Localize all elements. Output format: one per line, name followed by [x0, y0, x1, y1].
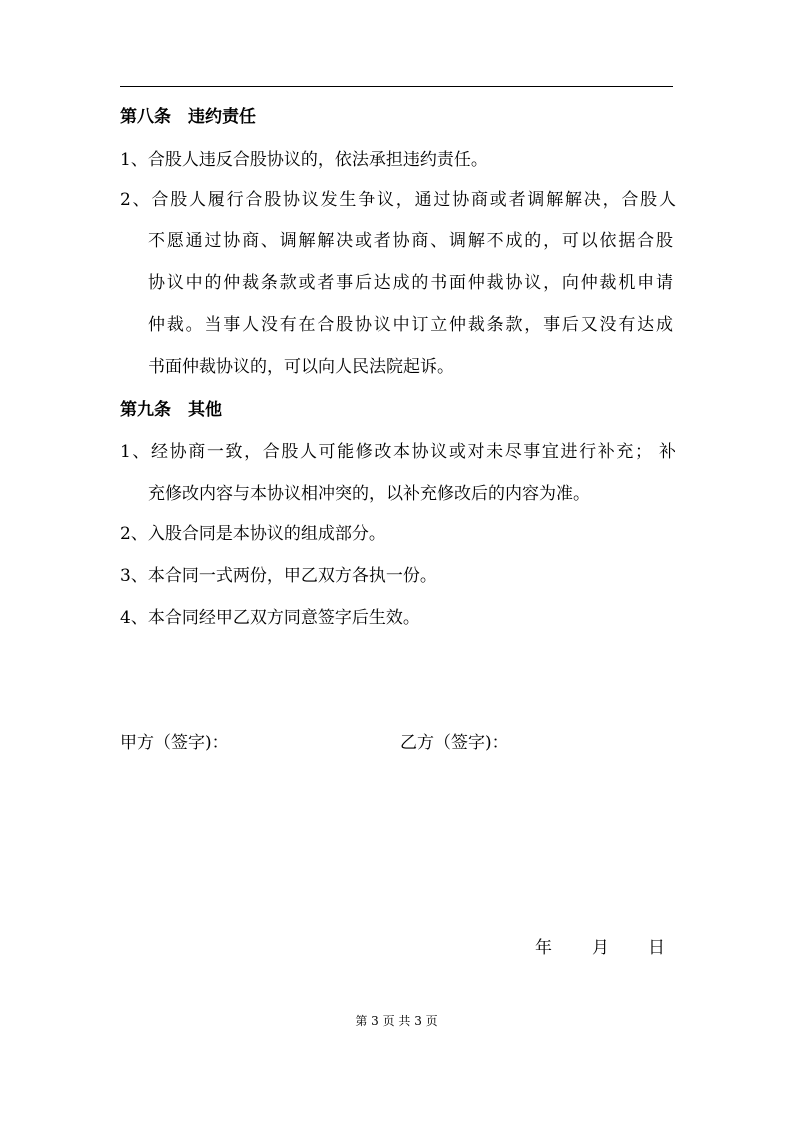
header-rule: [120, 86, 673, 87]
article-8-heading: 第八条 违约责任: [120, 107, 256, 127]
date-month-label: 月: [592, 938, 609, 958]
date-year-label: 年: [535, 938, 552, 958]
article-8-item-2-line-4: 仲裁。当事人没有在合股协议中订立仲裁条款，事后又没有达成: [148, 315, 673, 335]
party-b-signature-label: 乙方（签字)：: [400, 733, 509, 753]
article-9-item-1-line-2: 充修改内容与本协议相冲突的，以补充修改后的内容为准。: [148, 484, 590, 504]
party-a-signature-label: 甲方（签字)：: [120, 733, 229, 753]
article-8-item-2-line-1: 2、合股人履行合股协议发生争议，通过协商或者调解解决，合股人: [120, 190, 676, 210]
article-9-heading: 第九条 其他: [120, 400, 222, 420]
article-9-item-1-line-1: 1、经协商一致，合股人可能修改本协议或对未尽事宜进行补充； 补: [120, 442, 676, 462]
article-9-item-3: 3、本合同一式两份，甲乙双方各执一份。: [120, 566, 437, 586]
article-8-item-2-line-2: 不愿通过协商、调解解决或者协商、调解不成的，可以依据合股: [148, 231, 673, 251]
date-day-label: 日: [648, 938, 665, 958]
article-8-item-2-line-3: 协议中的仲裁条款或者事后达成的书面仲裁协议，向仲裁机申请: [148, 273, 673, 293]
article-9-item-2: 2、入股合同是本协议的组成部分。: [120, 524, 386, 544]
article-9-item-4: 4、本合同经甲乙双方同意签字后生效。: [120, 608, 420, 628]
page-number-footer: 第 3 页 共 3 页: [355, 1014, 438, 1028]
article-8-item-2-line-5: 书面仲裁协议的，可以向人民法院起诉。: [148, 357, 454, 377]
article-8-item-1: 1、合股人违反合股协议的，依法承担违约责任。: [120, 150, 488, 170]
